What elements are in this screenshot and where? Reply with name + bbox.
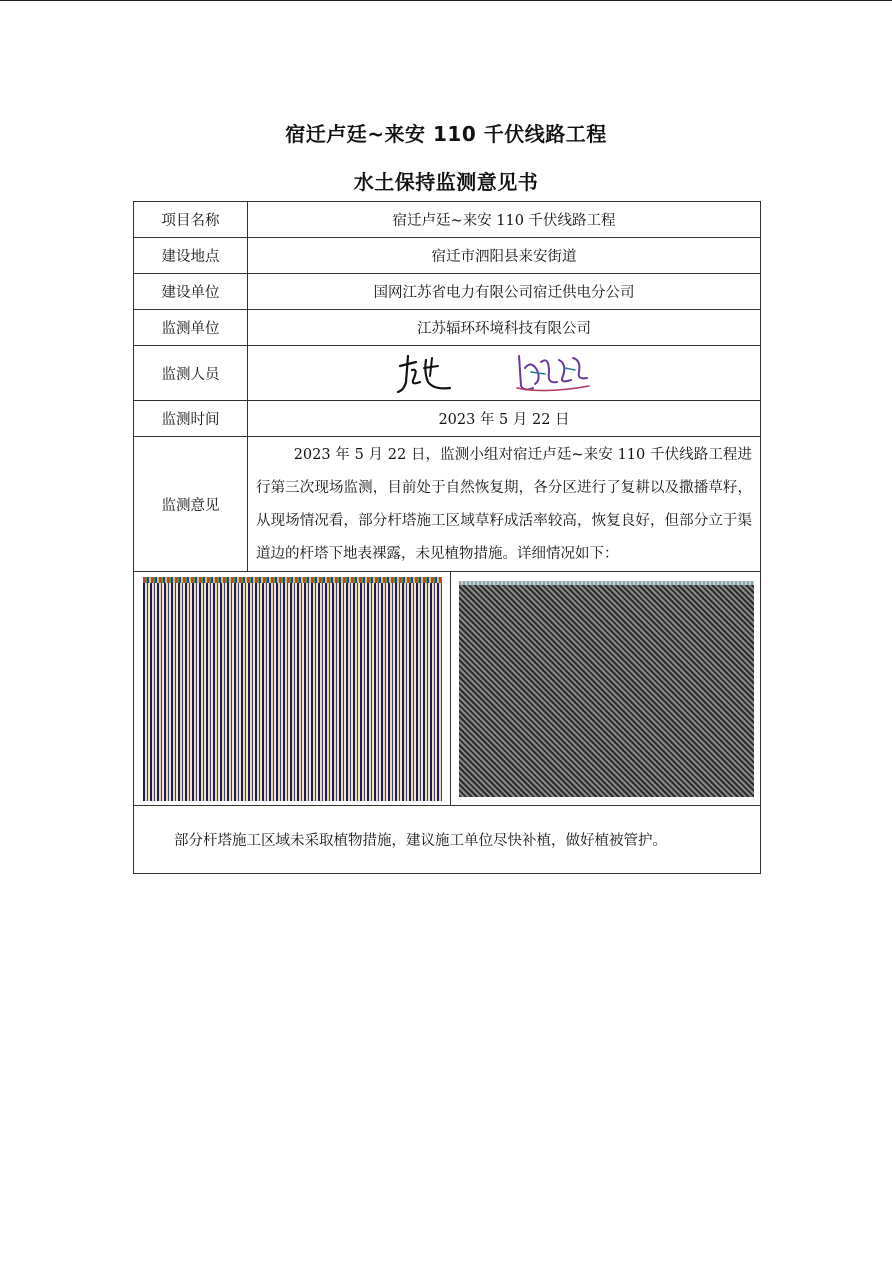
monitor-time-label: 监测时间 xyxy=(134,401,248,437)
monitor-staff-signatures xyxy=(248,346,761,401)
monitor-opinion-cell xyxy=(248,437,761,572)
document-title: 宿迁卢廷~来安 110 千伏线路工程 xyxy=(285,122,607,146)
table-row xyxy=(134,346,761,401)
document-subtitle: 水土保持监测意见书 xyxy=(353,170,539,194)
monitoring-form-table xyxy=(133,201,761,874)
page-top-border xyxy=(0,0,892,1)
advice-cell xyxy=(134,806,761,874)
monitor-time-value: 2023 年 5 月 22 日 xyxy=(248,401,761,437)
signature-1 xyxy=(394,352,454,394)
photo-row xyxy=(134,572,761,806)
table-row xyxy=(134,401,761,437)
site-photo-1 xyxy=(143,577,442,801)
table-row xyxy=(134,310,761,346)
site-photo-2 xyxy=(459,581,754,797)
monitor-opinion-text: 2023 年 5 月 22 日，监测小组对宿迁卢廷~来安 110 千伏线路工程进行第三次现场监测，目前处于自然恢复期，各分区进行了复耕以及撒播草籽，从现场情况看，部分杆塔施工区域草籽成活率较高，恢复良好，但部分立于渠道边的杆塔下地表裸露，未见植物措施。详细情况如下： xyxy=(256,447,753,562)
monitor-unit-value: 江苏辐环环境科技有限公司 xyxy=(248,310,761,346)
photo-cell-left xyxy=(134,572,451,806)
monitor-opinion-label: 监测意见 xyxy=(134,437,248,572)
table-row xyxy=(134,806,761,874)
photo-cell-right xyxy=(451,572,761,806)
project-name-label: 项目名称 xyxy=(134,202,248,238)
table-row xyxy=(134,238,761,274)
location-value: 宿迁市泗阳县来安街道 xyxy=(248,238,761,274)
advice-text: 部分杆塔施工区域未采取植物措施，建议施工单位尽快补植，做好植被管护。 xyxy=(174,833,667,849)
builder-label: 建设单位 xyxy=(134,274,248,310)
table-row xyxy=(134,202,761,238)
table-row xyxy=(134,274,761,310)
monitor-staff-label: 监测人员 xyxy=(134,346,248,401)
project-name-value: 宿迁卢廷~来安 110 千伏线路工程 xyxy=(248,202,761,238)
monitor-unit-label: 监测单位 xyxy=(134,310,248,346)
location-label: 建设地点 xyxy=(134,238,248,274)
signature-2 xyxy=(515,350,591,394)
builder-value: 国网江苏省电力有限公司宿迁供电分公司 xyxy=(248,274,761,310)
table-row xyxy=(134,437,761,572)
